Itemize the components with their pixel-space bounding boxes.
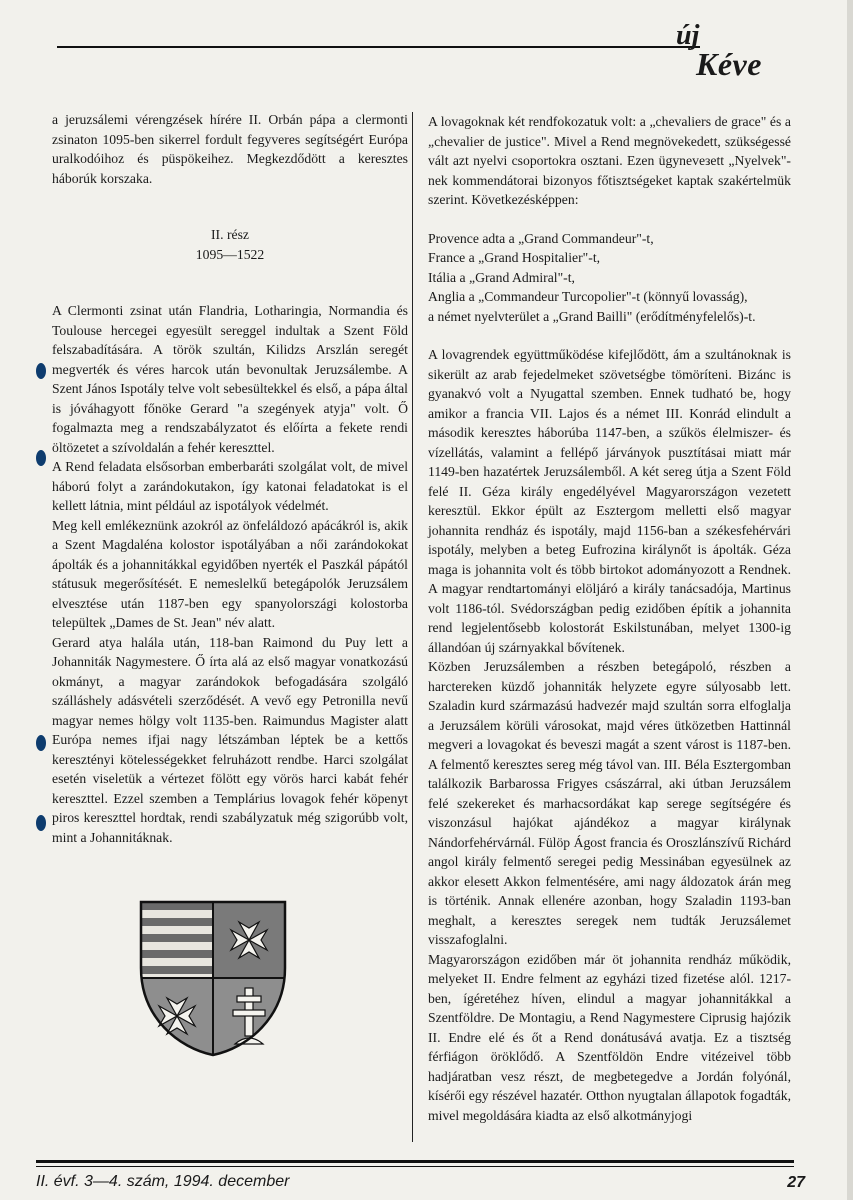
margin-bullet — [36, 363, 46, 379]
paragraph-apacak: Meg kell emlékeznünk azokról az önfeláldozó apácákról is, akik a Szent Magdaléna kolostor ispotályában a női zarándokokat ápolták és a johannitákkal egyidőben nyerték el Paszkál pápától státusuk megerősítését. E nemeslelkű betegápolók Jeruzsálem elvesztése után 1187-ben egy spanyolországi kolostorba települtek „Dames de St. Jean" név alatt. — [52, 517, 408, 630]
list-item: Itália a „Grand Admiral"-t, — [428, 269, 575, 285]
page-edge — [847, 0, 853, 1200]
paragraph-szaladin: Közben Jeruzsálemben a részben betegápoló, részben a harctereken küzdő johanniták helyzete egyre súlyosabb lett. Szaladin kurd származású hadvezér majd szultán sorra elfoglalja a Jeruzsálem körüli városokat, majd véres ütközetben Hattinnál megveri a lovagokat és beveszi magát a szent várost is 1187-ben. A felmentő keresztes sereg még távol van. III. Béla Esztergomban találkozik Barbarossa Frigyes császárral, aki útban Jeruzsálem felé szekereket és marhacsordákat kap serege segítségére és viszonzásul hajókat ajándékoz a magyar királynak Nándorfehérvárnál. Fülöp Ágost francia és Oroszlánszívű Richárd angol király felmentő seregei pedig Messinában egyesülnek az akkor elesett Akkon felmentésére, ami nagy áldozatok árán meg is történik. Annak ellenére azonban, hogy Szaladin 1193-ban meghalt, a keresztes seregek nem tudták Jeruzsálemet visszafoglalni. — [428, 659, 791, 947]
masthead-logo — [668, 20, 798, 90]
nyelvek-list — [428, 229, 791, 327]
paragraph-endre: Magyarországon ezidőben már öt johannita rendház működik, melyeket II. Endre felment az egyházi tized fizetése alól. 1217-ben, ígéretéhez híven, elindul a magyar johannitákkal a Szentföldre. De Montagiu, a Rend Nagymestere Ciprusig hajózik II. Endre elé és őt a Rend donátusává avatja. Ez a tisztség férfiágon öröklődő. A Szentföldön Endre vitézeivel több hadjáratban vesz részt, de megbetegedve a Jordán folyónál, kísérői egy részével hazatér. Otthon nyugtalan állapotok fogadták, mivel megoldására kiadta az első alkotmányjogi — [428, 951, 791, 1123]
section-title: II. rész — [211, 227, 249, 242]
paragraph-rend-feladata: A Rend feladata elsősorban emberbaráti szolgálat volt, de mivel háború folyt a zarándokutakon, így katonai feladatokat is el kellett látnia, mint például az ispotályok védelmét. — [52, 459, 408, 513]
masthead-uj: új — [676, 20, 700, 51]
section-years: 1095—1522 — [195, 246, 265, 262]
header-rule — [57, 46, 700, 48]
margin-bullet — [36, 735, 46, 751]
list-item: Provence adta a „Grand Commandeur"-t, — [428, 230, 654, 246]
issue-info: II. évf. 3—4. szám, 1994. december — [36, 1173, 290, 1190]
list-item: a német nyelvterület a „Grand Bailli" (erődítményfelelős)-t. — [428, 308, 756, 324]
paragraph-clermont: A Clermonti zsinat után Flandria, Lotharingia, Normandia és Toulouse hercegei egyesült sereggel indultak a Szent Föld felszabadítására. A török szultán, Kilidzs Arszlán seregét megverték és véres harcok után bevonultak Jeruzsálembe. A Szent János Ispotály telve volt sebesültekkel és első, a pápa által is jóváhagyott főnöke Gerard "a szegények atyja" volt. Ő fogalmazta meg a rendszabályzatot és előírta a fekete rendi öltözetet a szívoldalán a fehér kereszttel. — [52, 303, 408, 455]
paragraph-gerard: Gerard atya halála után, 118-ban Raimond du Puy lett a Johanniták Nagymestere. Ő írta alá az első magyar vonatkozású okmányt, a magyar zarándokok befogadására szolgáló szálláshely adásvételi szerződését. A vevő egy Petronilla nevű magyar nemes hölgy volt 1135-ben. Raimundus Magister alatt Európa nemes ifjai nagy létszámban léptek be a kettős keresztényi kötelességekket felruházott rendbe. Harci szolgálat esetén viseletük a vértezet fölött egy vörös harci kabát fehér kereszttel. Ezzel szemben a Templárius lovagok fehér köpenyt piros kereszttel hordtak, rendi szabályzatuk még szigorúbb volt, mint a Johannitáknak. — [52, 634, 408, 845]
footer-rule-thin — [36, 1166, 794, 1167]
masthead-keve: Kéve — [696, 46, 762, 82]
margin-bullet — [36, 450, 46, 466]
left-column — [52, 110, 408, 847]
right-column — [428, 112, 791, 1125]
coat-of-arms-image — [137, 898, 289, 1058]
paragraph-egyuttmukodes: A lovagrendek együttműködése kifejlődött, ám a szultánoknak is sikerült az arab fejedelmeket szövetségbe tömöríteni. Bizánc is gyanakvó volt a Nyugattal szemben. Ennek tudható be, hogy amikor a francia VII. Lajos és a német III. Konrád elindult a második keresztes háborúba 1147-ben, a szűkös élelmiszer- és vízellátás, valamint a fellépő járványok pusztításai miatt már 1149-ben hazatértek Jeruzsálemből. A két sereg útja a Szent Föld felé II. Géza király engedélyével Magyarországon vezetett keresztül. Ekkor épült az Esztergom melletti első magyar johannita rendház és ispotály, majd 1156-ban a székesfehérvári ispotály, melyben a beteg Eufrozina királynőt is ápolták. Géza maga is johannita volt és több birtokot adományozott a Rendnek. A magyar rendtartományi elöljáró a király tanácsadója, Martinus volt 1186-tól. Svédországban pedig ezidőben építik a johannita rend legjelentősebb kolostorát Eskilstunában, melyet 1300-ig állandóan új szárnyakkal bővítenek. — [428, 347, 791, 655]
intro-paragraph: a jeruzsálemi vérengzések hírére II. Orbán pápa a clermonti zsinaton 1095-ben sikerrel fordult fegyveres segítségért Európa uralkodóihoz és püspökeihez. Megkezdődött a keresztes háborúk korszaka. — [52, 112, 408, 186]
footer-rule — [36, 1160, 794, 1163]
paragraph-rendfokozat: A lovagoknak két rendfokozatuk volt: a „chevaliers de grace" és a „chevalier de justice". Mivel a Rend megnövekedett, szükségessé vált azt nyelvi csoportokra osztani. Ezen ügyneveзett „Nyelvek"-nek kommendátorai bizonyos főtisztségeket kaptak szakértelmük szerint. Következésképpen: — [428, 114, 791, 207]
margin-bullet — [36, 815, 46, 831]
column-divider — [412, 112, 413, 1142]
list-item: Anglia a „Commandeur Turcopolier"-t (könnyű lovasság), — [428, 289, 748, 304]
page-number: 27 — [787, 1174, 805, 1191]
list-item: France a „Grand Hospitalier"-t, — [428, 250, 601, 265]
